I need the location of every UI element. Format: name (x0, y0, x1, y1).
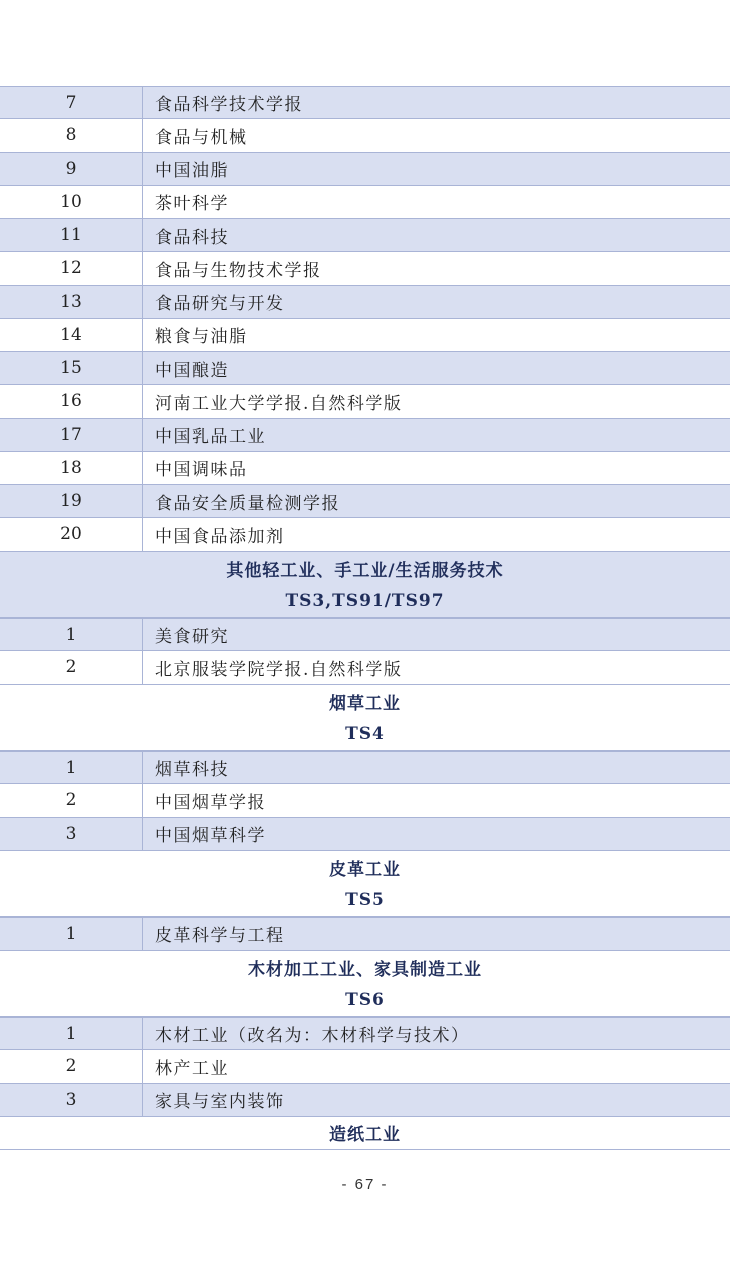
row-number: 3 (0, 818, 143, 850)
table-row (0, 352, 730, 385)
table-row (0, 219, 730, 252)
journal-name: 皮革科学与工程 (155, 926, 285, 947)
journal-name: 食品科技 (155, 227, 229, 248)
page-number: - 67 - (341, 1176, 389, 1193)
journal-name: 美食研究 (155, 627, 229, 648)
journal-name: 中国食品添加剂 (155, 526, 285, 547)
section-title (0, 685, 730, 718)
row-number: 16 (0, 385, 143, 417)
journal-name: 家具与室内装饰 (155, 1092, 285, 1113)
row-number: 11 (0, 219, 143, 251)
section-title (0, 851, 730, 884)
table-row (0, 518, 730, 551)
row-number: 1 (0, 918, 143, 949)
row-number: 2 (0, 784, 143, 816)
row-number: 19 (0, 485, 143, 517)
section-title (0, 1117, 730, 1150)
journal-name: 北京服装学院学报.自然科学版 (155, 659, 403, 680)
row-number: 13 (0, 286, 143, 318)
table-row (0, 1017, 730, 1050)
row-number: 15 (0, 352, 143, 384)
table-row (0, 452, 730, 485)
journal-name: 中国油脂 (155, 161, 229, 182)
row-number: 2 (0, 1050, 143, 1082)
journal-name: 中国酿造 (155, 360, 229, 381)
journal-name: 林产工业 (155, 1058, 229, 1079)
row-number: 2 (0, 651, 143, 683)
table-row (0, 651, 730, 684)
row-number: 3 (0, 1084, 143, 1116)
section-title (0, 951, 730, 984)
table-row (0, 784, 730, 817)
row-number: 20 (0, 518, 143, 550)
section-code-text: TS5 (345, 890, 385, 911)
row-number: 1 (0, 619, 143, 650)
row-number: 9 (0, 153, 143, 185)
table-row (0, 186, 730, 219)
table-row (0, 485, 730, 518)
journal-name: 烟草科技 (155, 760, 229, 781)
row-number: 12 (0, 252, 143, 284)
section-code (0, 984, 730, 1017)
section-title-text: 皮革工业 (329, 859, 401, 880)
row-number: 17 (0, 419, 143, 451)
journal-name: 食品与生物技术学报 (155, 260, 322, 281)
section-code-text: TS6 (345, 989, 385, 1010)
journal-name: 粮食与油脂 (155, 327, 248, 348)
section-code-text: TS4 (345, 723, 385, 744)
journal-name: 食品安全质量检测学报 (155, 493, 340, 514)
table-row (0, 286, 730, 319)
table-row (0, 751, 730, 784)
table-row (0, 1084, 730, 1117)
journal-name: 木材工业（改名为：木材科学与技术） (155, 1026, 470, 1047)
journal-name: 中国乳品工业 (155, 427, 266, 448)
table-row (0, 818, 730, 851)
row-number: 7 (0, 87, 143, 118)
section-title-text: 其他轻工业、手工业/生活服务技术 (226, 560, 504, 581)
row-number: 1 (0, 1018, 143, 1049)
table-row (0, 153, 730, 186)
section-title-text: 烟草工业 (329, 693, 401, 714)
section-title-text: 造纸工业 (329, 1125, 401, 1146)
section-code (0, 718, 730, 751)
journal-name: 茶叶科学 (155, 194, 229, 215)
table-row (0, 618, 730, 651)
section-title (0, 552, 730, 585)
journal-name: 中国烟草学报 (155, 792, 266, 813)
table-row (0, 252, 730, 285)
row-number: 14 (0, 319, 143, 351)
table-row (0, 419, 730, 452)
row-number: 8 (0, 119, 143, 151)
table-row (0, 86, 730, 119)
table-row (0, 119, 730, 152)
journal-name: 食品科学技术学报 (155, 95, 303, 116)
section-title-text: 木材加工工业、家具制造工业 (248, 959, 482, 980)
section-code (0, 585, 730, 618)
journal-name: 河南工业大学学报.自然科学版 (155, 393, 403, 414)
table-row (0, 1050, 730, 1083)
journal-name: 中国调味品 (155, 460, 248, 481)
journal-table (0, 86, 730, 1150)
table-row (0, 385, 730, 418)
row-number: 10 (0, 186, 143, 218)
section-code-text: TS3,TS91/TS97 (285, 590, 445, 611)
row-number: 18 (0, 452, 143, 484)
row-number: 1 (0, 752, 143, 783)
table-row (0, 917, 730, 950)
journal-name: 中国烟草科学 (155, 826, 266, 847)
table-row (0, 319, 730, 352)
section-code (0, 884, 730, 917)
journal-name: 食品研究与开发 (155, 294, 285, 315)
journal-name: 食品与机械 (155, 127, 248, 148)
